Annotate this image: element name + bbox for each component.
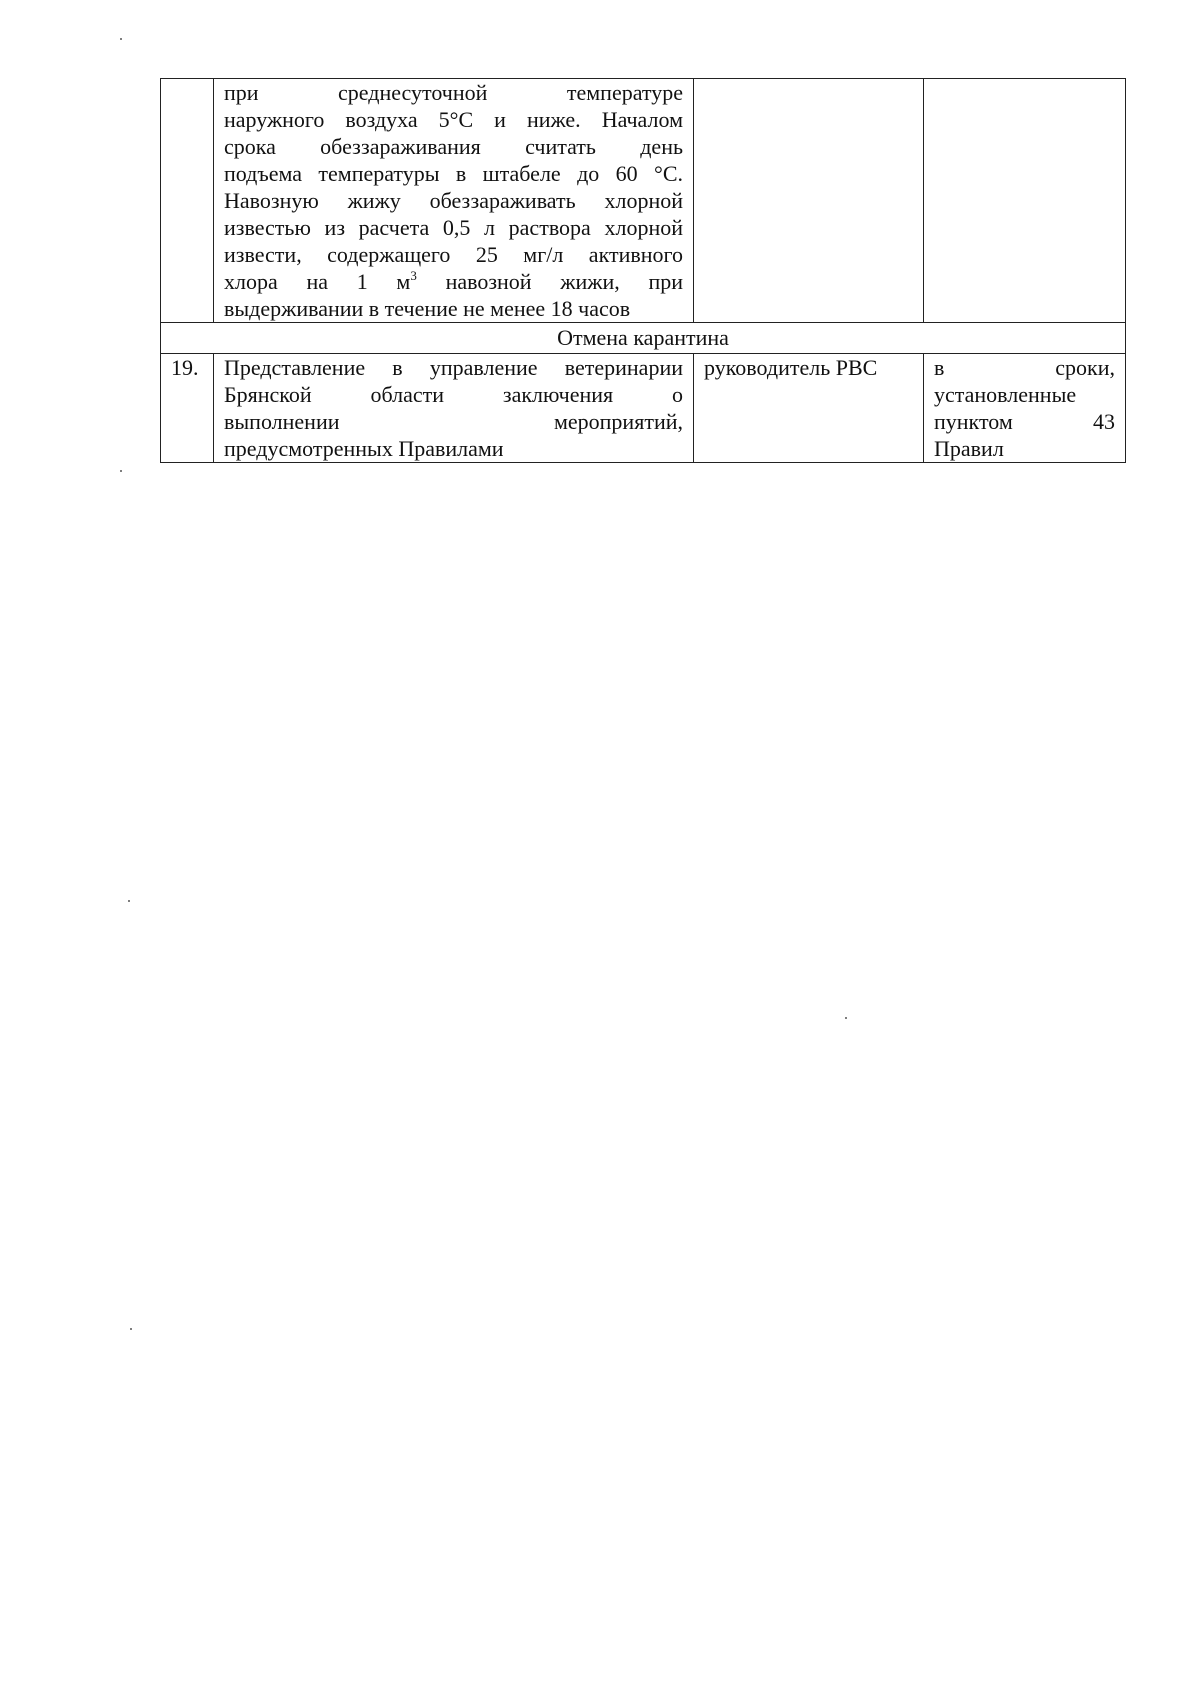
description-line: известью из расчета 0,5 л раствора хлорной — [224, 215, 683, 240]
description-line-with-superscript — [224, 268, 683, 295]
row-description-cell — [214, 79, 694, 323]
scan-speck — [128, 900, 130, 902]
row-term-cell — [924, 79, 1126, 323]
term-line: пунктом 43 — [934, 409, 1115, 434]
description-line: выдерживании в течение не менее 18 часов — [224, 296, 631, 321]
row-description-cell — [214, 354, 694, 463]
measures-table — [160, 78, 1126, 463]
table-row-18-continuation — [161, 79, 1126, 323]
row-number-cell: 19. — [161, 354, 214, 463]
description-line: предусмотренных Правилами — [224, 436, 504, 461]
row-number-cell — [161, 79, 214, 323]
table-section-row — [161, 323, 1126, 354]
term-line: установленные — [934, 382, 1077, 407]
description-line: при среднесуточной температуре — [224, 80, 683, 105]
description-line: Навозную жижу обеззараживать хлорной — [224, 188, 683, 213]
term-line: Правил — [934, 436, 1004, 461]
scan-speck — [120, 38, 122, 40]
description-line: извести, содержащего 25 мг/л активного — [224, 242, 683, 267]
scan-speck — [845, 1017, 847, 1019]
section-header: Отмена карантина — [161, 323, 1126, 354]
scan-speck — [130, 1328, 132, 1330]
description-line: Брянской области заключения о — [224, 382, 683, 407]
row-term-cell — [924, 354, 1126, 463]
description-text: навозной жижи, при — [445, 269, 683, 294]
description-line: наружного воздуха 5°C и ниже. Началом — [224, 107, 683, 132]
row-responsible-cell — [694, 79, 924, 323]
description-line: выполнении мероприятий, — [224, 409, 683, 434]
term-line: в сроки, — [934, 355, 1115, 380]
description-text: хлора на 1 м — [224, 269, 411, 294]
table-row-19 — [161, 354, 1126, 463]
scan-speck — [120, 470, 122, 472]
description-line: Представление в управление ветеринарии — [224, 355, 683, 380]
row-responsible-cell: руководитель РВС — [694, 354, 924, 463]
description-line: срока обеззараживания считать день — [224, 134, 683, 159]
superscript: 3 — [410, 268, 417, 283]
description-line: подъема температуры в штабеле до 60 °C. — [224, 161, 683, 186]
